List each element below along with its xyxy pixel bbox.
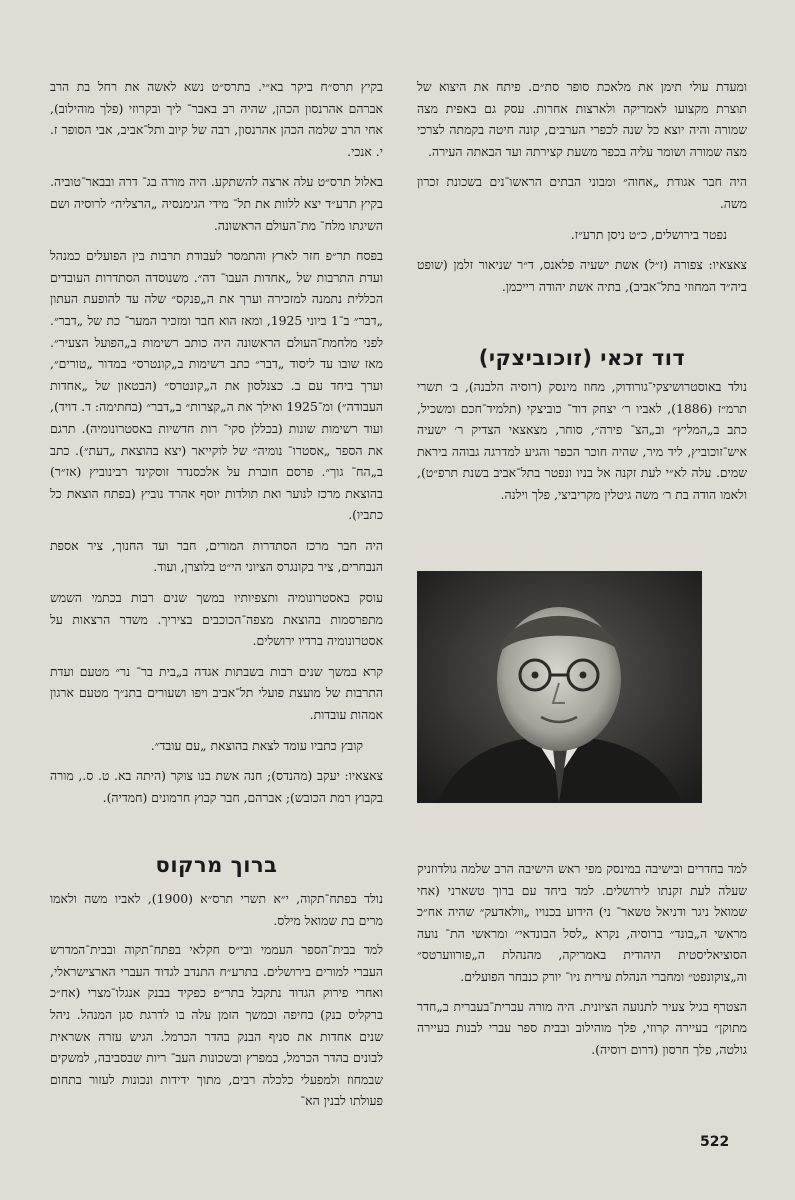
paragraph: קובץ כתביו עומד לצאת בהוצאת „עם עובד״. <box>150 737 363 753</box>
paragraph: היה חבר אגודת „אחוה״ ומבוני הבתים הראשו־נים בשכונת זכרון משה. <box>417 174 747 211</box>
david-entry-continued <box>417 858 747 1068</box>
paragraph: עוסק באסטרונומיה ותצפיותיו במשך שנים רבות בכתמי השמש מתפרסמות בהוצאת מצפה־הכוכבים בציריך. משדר הרצאות על אסטרונומיה ברדיו ירושלים. <box>50 590 383 649</box>
paragraph: למד בבית־הספר העממי ובי״ס חקלאי בפתח־תקוה ובבית־המדרש העברי למורים בירושלים. בתרע״ח התנדב לגדוד העברי הארצישראלי, ואחרי פירוק הגדוד נתקבל בתר״פ כפקיד בבנק אנגלו־מצרי (אח״כ ברקליס בנק) בחיפה ובמשך הזמן עלה בו לדרגת סגן המנהל. ניהל שנים אחדות את סניף הבנק בהדר הכרמל. הגיש עזרה אשראית לבונים בהדר הכרמל, במפרץ ובשכונות העב־ ריות שבסביבה, למשקים שבמחוז ולמפעלי כלכלה רבים, מתוך ידידות ונכונות לעזור בתחום פעולתו לבנין הא־ <box>50 942 383 1109</box>
page-number: 522 <box>700 1134 730 1150</box>
entry-heading-baruch: ברוך מרקוס <box>155 853 278 877</box>
paragraph: נולד באוסטרושיצקי־גורודוק, מחוז מינסק (רוסיה הלבנה), ב׳ תשרי תרמ״ז (1886), לאביו ר׳ יצחק דוד־ כוביצקי (תלמיד־חכם ומשכיל, כתב ב„המליץ״ וב„הצ־ פירה״, סוחר, מצאצאי הצדיק ר׳ ישעיה איש־זוכוביץ, ליד מיר, שהיה חוכר הכפר והגיע למדרגה גבוהה ביראת שמים. עלה לא״י לעת זקנה אל בניו ונפטר בתל־אביב בשנת תרפ״ט), ולאמו הודה בת ר׳ משה גיטלין מקריביצי, פלך וילנה. <box>417 379 747 502</box>
left-column <box>50 76 383 808</box>
paragraph: קרא במשך שנים רבות בשבתות אגדה ב„בית בר־ נר״ מטעם ועדת התרבות של מועצת פועלי תל־אביב ויפו ושעורים בתנ״ך מטעם ארגון אמהות עובדות. <box>50 663 383 723</box>
paragraph: נולד בפתח־תקוה, י״א תשרי תרס״א (1900), לאביו משה ולאמו מרים בת שמואל מילס. <box>50 891 383 928</box>
david-entry-intro <box>417 376 747 506</box>
paragraph: צאצאיו: יעקב (מהנדס); חנה אשת בנו צוקר (היתה בא. ט. ס., מורה בקבוץ רמת הכובש); אברהם, חבר קבוץ חרמונים (חמדיה). <box>50 768 383 805</box>
paragraph: נפטר בירושלים, כ״ט ניסן תרע״ז. <box>570 226 727 242</box>
paragraph: צאצאיו: צפורה (ז״ל) אשת ישעיה פלאנס, ד״ר שניאור זלמן (שופט ביה״ד המחוזי בתל־אביב), בתיה אשת יהודה רייכמן. <box>417 257 747 294</box>
paragraph: ומעדת עולי תימן את מלאכת סופר סת״ם. פיתח את היצוא של תוצרת מקצועו לאמריקה ולארצות אחרות. עסק גם באפית מצה שמורה והיה יוצא כל שנה לכפרי הערבים, קונה חיטה בקמתה לצרכי מצה שמורה ושומר עליה בכפר משעת קצירתה ועד הבאתה העירה. <box>417 79 747 159</box>
baruch-entry <box>50 888 383 1120</box>
paragraph: היה חבר מרכז הסתדרות המורים, חבר ועד החנוך, ציר אספת הנבחרים, ציר בקונגרס הציוני הי״ט בלוצרן, ועוד. <box>50 537 383 575</box>
paragraph: הצטרף בגיל צעיר לתנועה הציונית. היה מורה עברית־בעברית ב„חדר מתוקן״ בעיירה קרוזי, פלך מוהילוב ובבית ספר עברי לבנות בעיירה גולטה, פלך חרסון (דרום רוסיה). <box>417 998 747 1057</box>
entry-heading-david: דוד זכאי (זוכוביצקי) <box>478 346 686 370</box>
portrait-illustration <box>417 571 702 803</box>
right-column <box>417 76 747 297</box>
portrait-photo <box>417 571 702 803</box>
paragraph: בקיץ תרס״ח ביקר בא״י. בתרס״ט נשא לאשה את רחל בת הרב אברהם אהרנסון הכהן, שהיה רב באבר־ ליך ובקרוזי (פלך מוהילוב), אחי הרב שלמה הכהן אהרנסון, רבה של קיוב ותל־אביב, אבי הסופר ז. י. אנכי. <box>50 79 383 159</box>
paragraph: באלול תרס״ט עלה ארצה להשתקע. היה מורה בג־ דרה ובבאר־טוביה. בקיץ תרע״ד יצא ללוות את תל־ מידי הגימנסיה „הרצליה״ לרוסיה ושם השיגתו מלח־ מת־העולם הראשונה. <box>50 174 383 233</box>
paragraph: בפסח תר״פ חזר לארץ והתמסר לעבודת תרבות בין הפועלים כמנהל ועדת התרבות של „אחדות העבו־ דה״. משנוסדה הסתדרות העובדים הכללית נתמנה למזכירה וערך את ה„פנקס״ שלה עד להופעת העתון „דבר״ ב־1 ביוני 1925, ומאז הוא חבר ומזכיר המער־ כת של „דבר״. לפני מלחמת־העולם הראשונה היה כותב רשימות ב„הפועל הצעיר״. מאז שובו עד ליסוד „דבר״ כתב רשימות ב„קונטרס״ במדור „טורים״, וערך ביחד עם ב. כצנלסון את ה„קונטרס״ (הבטאון של „אחדות העבודה״) ומ־1925 ואילך את ה„קצרות״ ב„דבר״ (בחתימה: ד. דויד), ועוד רשימות שונות (בכללן סקי־ רות חדשיות באסטרונומיה). תרגם את הספר „אסטרו־ נומיה״ של לוקייאר (יצא בהוצאת „דעת״). כתב ב„הח־ גוך״. פרסם חוברת על אלכסנדר זוסקינד רבינוביץ (אז״ר) בהוצאת מרכז לנוער ואת תולדות יוסף אהרד נוביץ (בפתח הוצאת כל כתביו). <box>50 248 384 523</box>
paragraph: למד בחדרים ובישיבה במינסק מפי ראש הישיבה הרב שלמה גולדוזניק שעלה לעת זקנתו לירושלים. למד ביחד עם ברוך טשארני (אחי שמואל ניגר ודניאל טשאר־ ני) הידוע בכנויו „וולאדעק״ שהיה אח״כ מראשי ה„בונד״ ברוסיה, נקרא „לסל הבונדאי״ ומראשי הת־ נועה הסוציאליסטית היהודית באמריקה, מהנהלת ה„פורווערטס״ וה„צוקונפט״ ומחברי הנהלת עירית ניו־ יורק כנבחר הפועלים. <box>417 861 747 984</box>
